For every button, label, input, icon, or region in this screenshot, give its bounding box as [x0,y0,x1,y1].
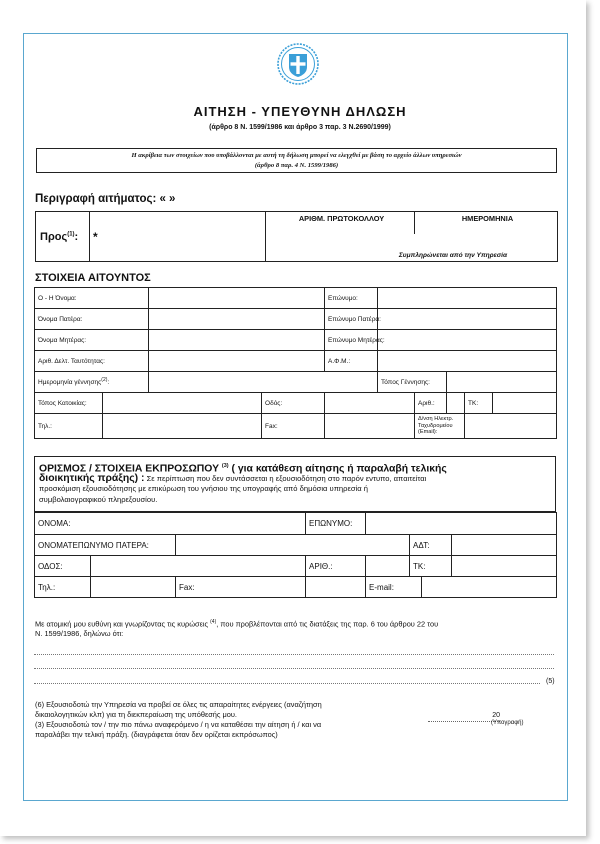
representative-heading-line2: διοικητικής πράξης) : [39,473,145,484]
number-field[interactable] [447,393,465,414]
notice-line-1: Η ακρίβεια των στοιχείων που υποβάλλονται με αυτή τη δήλωση μπορεί να ελεγχθεί με βάση το αρχείο άλλων υπηρεσιών [131,152,462,159]
email-label-line-1: Δ/νση Ηλεκτρ. [418,416,454,423]
protocol-label: ΑΡΙΘΜ. ΠΡΩΤΟΚΟΛΛΟΥ [266,212,415,235]
rep-surname-field[interactable] [366,513,557,535]
declaration-line-1a: Με ατομική μου ευθύνη και γνωρίζοντας τις κυρώσεις [35,619,209,629]
to-value-cell[interactable] [90,212,266,262]
representative-heading-main: ΟΡΙΣΜΟΣ / ΣΤΟΙΧΕΙΑ ΕΚΠΡΟΣΩΠΟΥ [39,463,220,475]
rep-name-label [35,513,306,535]
birth-date-text: Ημερομηνία γέννησης [38,379,102,387]
to-value: * [93,229,98,244]
representative-body-line-3: συμβολαιογραφικού πληρεξουσίου. [39,494,158,504]
date-label: ΗΜΕΡΟΜΗΝΙΑ [415,212,558,235]
email-label-line-3: (Email): [418,429,438,436]
to-label: Προς [40,230,68,243]
id-number-label: Αριθ. Δελτ. Ταυτότητας: [35,351,149,372]
declaration-line-blank-3[interactable] [34,683,540,684]
rep-number-field[interactable] [366,556,410,577]
rep-adt-field[interactable] [452,535,557,556]
mother-name-label: Όνομα Μητέρας: [35,330,149,351]
rep-father-label: ΟΝΟΜΑΤΕΠΩΝΥΜΟ ΠΑΤΕΡΑ: [35,535,176,556]
rep-fax-field[interactable] [306,577,366,598]
authorization-note-6 [35,700,405,720]
note6-line-2: δικαιολογητικών κλπ) για τη διεκπεραίωση της υπόθεσής μου. [35,710,237,719]
note3-line-2: παραλάβει την τελική πράξη. (διαγράφεται όταν δεν ορίζεται εκπρόσωπος) [35,730,278,739]
birth-place-label: Τόπος Γέννησης: [378,372,447,393]
rep-email-label: E-mail: [366,577,422,598]
street-label: Οδός: [262,393,325,414]
first-name-field[interactable] [149,288,325,309]
notice-line-2: (άρθρο 8 παρ. 4 Ν. 1599/1986) [254,162,339,169]
declaration-footnote-ref: (4) [210,619,217,625]
father-last-name-label: Επώνυμο Πατέρα: [325,309,378,330]
form-title: ΑΙΤΗΣΗ - ΥΠΕΥΘΥΝΗ ΔΗΛΩΣΗ [193,104,407,119]
fax-label: Fax: [262,414,325,439]
id-number-field[interactable] [149,351,325,372]
note3-line-1: (3) Εξουσιοδοτώ τον / την πιο πάνω αναφερόμενο / η να καταθέσει την αίτηση ή / και να [35,720,322,729]
mother-last-name-label: Επώνυμο Μητέρας: [325,330,378,351]
declaration-footnote-5: (5) [546,678,555,685]
declaration-line-blank-2[interactable] [34,668,554,669]
request-table [35,211,558,262]
rep-street-label: ΟΔΟΣ: [35,556,91,577]
email-label-line-2: Ταχυδρομείου [418,422,453,429]
tk-label: ΤΚ: [465,393,493,414]
representative-body-line-1: Σε περίπτωση που δεν συντάσσεται η εξουσιοδότηση στο παρόν εντυπο, απαιτείται [146,474,427,483]
declaration-text [35,617,557,639]
rep-phone-field[interactable] [91,577,176,598]
declaration-line-2: Ν. 1599/1986, δηλώνω ότι: [35,629,124,639]
request-description-label: Περιγραφή αιτήματος: « » [35,193,176,205]
birth-date-footnote-ref: (2) [101,377,108,384]
service-note-text: Συμπληρώνεται από την Υπηρεσία [398,252,508,259]
email-label [415,414,465,439]
father-last-name-field[interactable] [378,309,557,330]
rep-tk-field[interactable] [452,556,557,577]
rep-email-field[interactable] [422,577,557,598]
email-field[interactable] [465,414,557,439]
accuracy-notice [36,148,557,173]
authorization-note-3 [35,720,405,740]
rep-adt-label: ΑΔΤ: [410,535,452,556]
last-name-field[interactable] [378,288,557,309]
first-name-label: Ο - Η Όνομα: [35,288,149,309]
father-name-field[interactable] [149,309,325,330]
rep-phone-label: Τηλ.: [35,577,91,598]
declaration-line-1b: , που προβλέπονται από τις διατάξεις της παρ. 6 του άρθρου 22 του [216,619,439,629]
father-name-label: Όνομα Πατέρα: [35,309,149,330]
representative-box [34,456,556,512]
birth-date-field[interactable] [149,372,378,393]
tk-field[interactable] [493,393,557,414]
birth-date-label: Ημερομηνία γέννησης$^{(2)}$: [35,372,149,393]
afm-label: Α.Φ.Μ.: [325,351,378,372]
rep-name-text: ΟΝΟΜΑ: [38,519,71,528]
signature-label: (Υπογραφή) [491,720,524,726]
last-name-label: Επώνυμο: [325,288,378,309]
applicant-heading: ΣΤΟΙΧΕΙΑ ΑΙΤΟΥΝΤΟΣ [35,272,151,284]
service-note [266,234,558,262]
mother-last-name-field[interactable] [378,330,557,351]
representative-body-line-2: προσκόμιση εξουσιοδότησης με επικύρωση του γνήσιου της υπογραφής από δημόσια υπηρεσία ή [39,484,368,494]
note6-line-1: (6) Εξουσιοδοτώ την Υπηρεσία να προβεί σε όλες τις απαραίτητες ενέργειες (αναζήτηση [35,700,322,709]
representative-body [39,474,553,505]
rep-surname-label: ΕΠΩΝΥΜΟ: [306,513,366,535]
to-label-cell: Προς$^{(1)}$: [36,212,90,262]
to-footnote-ref: (1) [67,230,75,237]
greek-emblem-icon [277,43,319,85]
phone-field[interactable] [103,414,262,439]
representative-heading-rest: ( για κατάθεση αίτησης ή παραλαβή τελικής [231,463,447,475]
rep-tk-label: ΤΚ: [410,556,452,577]
birth-place-field[interactable] [447,372,557,393]
representative-table [34,512,557,598]
declaration-line-blank-1[interactable] [34,654,554,655]
representative-footnote-ref: (3) [221,463,229,469]
residence-field[interactable] [103,393,262,414]
rep-fax-label: Fax: [176,577,306,598]
residence-label: Τόπος Κατοικίας: [35,393,103,414]
phone-label: Τηλ.: [35,414,103,439]
fax-field[interactable] [325,414,415,439]
rep-father-field[interactable] [176,535,410,556]
applicant-table [34,287,557,439]
mother-name-field[interactable] [149,330,325,351]
year-prefix: 20 [492,712,500,719]
street-field[interactable] [325,393,415,414]
rep-number-label: ΑΡΙΘ.: [306,556,366,577]
rep-street-field[interactable] [91,556,306,577]
date-field[interactable] [428,712,500,722]
form-subtitle: (άρθρο 8 Ν. 1599/1986 και άρθρο 3 παρ. 3 Ν.2690/1999) [209,124,391,131]
number-label: Αριθ.: [415,393,447,414]
afm-field[interactable] [378,351,557,372]
